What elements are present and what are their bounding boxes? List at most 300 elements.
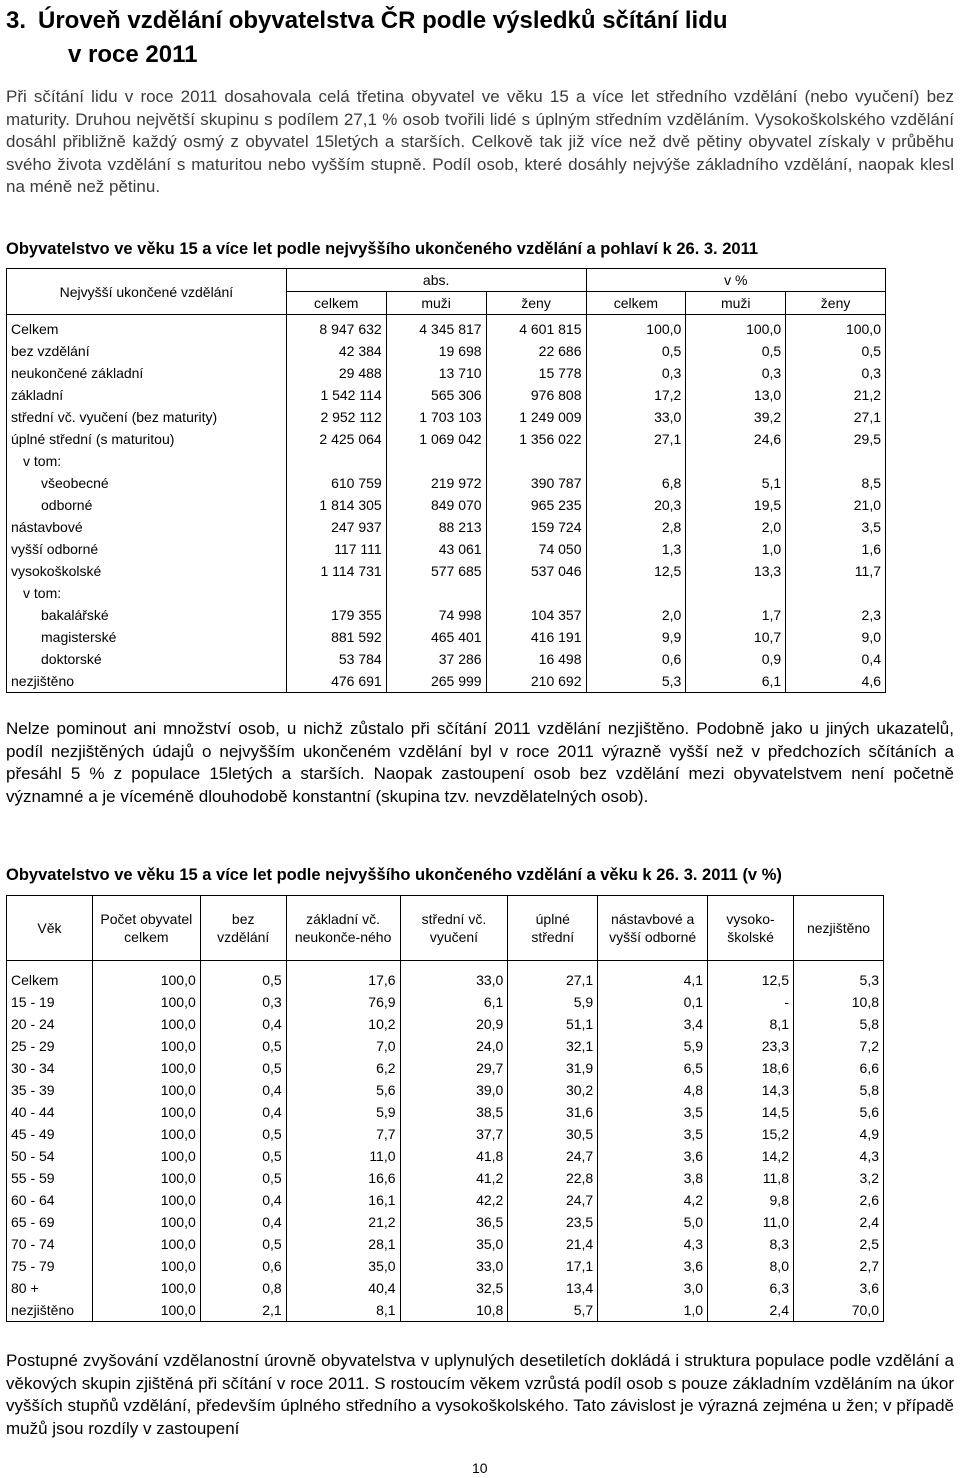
table-cell: 3,6 xyxy=(598,1145,708,1167)
age-label: 80 + xyxy=(7,1277,93,1299)
table-cell: 1,0 xyxy=(598,1299,708,1322)
table-cell: 2 952 112 xyxy=(286,406,386,428)
table-cell: 5,9 xyxy=(598,1035,708,1057)
table-cell: 37,7 xyxy=(400,1123,508,1145)
age-label: nezjištěno xyxy=(7,1299,93,1322)
section-heading xyxy=(6,4,954,72)
table-cell: 13,3 xyxy=(686,560,786,582)
table-cell: 76,9 xyxy=(286,991,400,1013)
table-row xyxy=(7,961,884,992)
table-cell: 35,0 xyxy=(286,1255,400,1277)
table-cell: 0,3 xyxy=(686,362,786,384)
table-cell xyxy=(686,450,786,472)
table2-column-header: bez vzdělání xyxy=(200,896,286,961)
table-cell: 29 488 xyxy=(286,362,386,384)
table-cell: 0,4 xyxy=(200,1189,286,1211)
table-cell: 0,4 xyxy=(200,1079,286,1101)
table-cell: 17,6 xyxy=(286,961,400,992)
table-cell: 74 050 xyxy=(486,538,586,560)
table-cell: 210 692 xyxy=(486,670,586,693)
table-cell: 476 691 xyxy=(286,670,386,693)
table-cell: 0,8 xyxy=(200,1277,286,1299)
table-cell xyxy=(386,582,486,604)
table-cell: 0,5 xyxy=(200,961,286,992)
table-cell: 100,0 xyxy=(92,1079,200,1101)
table-cell: 10,8 xyxy=(793,991,883,1013)
table-cell: 2,8 xyxy=(586,516,686,538)
row-label: střední vč. vyučení (bez maturity) xyxy=(7,406,287,428)
table1-group-pct: v % xyxy=(586,269,886,292)
table-cell: 11,8 xyxy=(708,1167,794,1189)
table-cell: 7,2 xyxy=(793,1035,883,1057)
table-cell: 416 191 xyxy=(486,626,586,648)
table-cell: 23,3 xyxy=(708,1035,794,1057)
table1-corner-header: Nejvyšší ukončené vzdělání xyxy=(7,269,287,315)
table-cell: 2,4 xyxy=(708,1299,794,1322)
table-cell: 5,6 xyxy=(793,1101,883,1123)
table-cell: 36,5 xyxy=(400,1211,508,1233)
table-cell: 100,0 xyxy=(92,1101,200,1123)
table-cell: 7,7 xyxy=(286,1123,400,1145)
table-row xyxy=(7,1079,884,1101)
table-cell: 30,2 xyxy=(508,1079,598,1101)
table-cell: 88 213 xyxy=(386,516,486,538)
table-cell: 15 778 xyxy=(486,362,586,384)
table-cell: 33,0 xyxy=(400,1255,508,1277)
row-label: nástavbové xyxy=(7,516,287,538)
table-cell: 5,8 xyxy=(793,1079,883,1101)
table-cell: 100,0 xyxy=(92,1013,200,1035)
table-cell: 24,0 xyxy=(400,1035,508,1057)
table-cell: 74 998 xyxy=(386,604,486,626)
table-row xyxy=(7,362,886,384)
table-row xyxy=(7,560,886,582)
table-cell: 39,2 xyxy=(686,406,786,428)
table-cell: 27,1 xyxy=(586,428,686,450)
table-cell: 28,1 xyxy=(286,1233,400,1255)
table-cell: 100,0 xyxy=(92,1057,200,1079)
table2-caption: Obyvatelstvo ve věku 15 a více let podle nejvyššího ukončeného vzdělání a věku k 26. 3. 2011 (v %) xyxy=(6,866,782,884)
table-cell: 70,0 xyxy=(793,1299,883,1322)
table-cell: 2 425 064 xyxy=(286,428,386,450)
table-cell: 31,9 xyxy=(508,1057,598,1079)
table-cell: 100,0 xyxy=(92,1233,200,1255)
table-cell: 1 249 009 xyxy=(486,406,586,428)
table-row xyxy=(7,1035,884,1057)
table-cell: 29,5 xyxy=(786,428,886,450)
middle-paragraph: Nelze pominout ani množství osob, u nichž zůstalo při sčítání 2011 vzdělání nezjištěno. Podobně jako u jiných ukazatelů, podíl nezjištěných údajů o nejvyšším ukončeném vzdělání byl v roce 2011 výrazně vyšší než v předchozích sčítáních a přesáhl 5 % z populace 15letých a starších. Naopak zastoupení osob bez vzdělání mezi obyvatelstvem není početně významné a je víceméně dlouhodobě konstantní (skupina tzv. nevzdělatelných osob). xyxy=(6,719,954,806)
table-cell: 0,4 xyxy=(200,1013,286,1035)
table1-subheader: muži xyxy=(686,292,786,315)
row-label: vyšší odborné xyxy=(7,538,287,560)
age-label: Celkem xyxy=(7,961,93,992)
table-cell: 100,0 xyxy=(92,1299,200,1322)
table-cell: 6,6 xyxy=(793,1057,883,1079)
table-cell: 5,1 xyxy=(686,472,786,494)
table-cell: 4,2 xyxy=(598,1189,708,1211)
table-cell: 2,3 xyxy=(786,604,886,626)
table-cell: 100,0 xyxy=(92,961,200,992)
table-cell: - xyxy=(708,991,794,1013)
table-cell: 40,4 xyxy=(286,1277,400,1299)
table-cell: 0,5 xyxy=(786,340,886,362)
table-row xyxy=(7,428,886,450)
table-cell: 4,8 xyxy=(598,1079,708,1101)
table-cell: 0,3 xyxy=(786,362,886,384)
table-cell: 4,6 xyxy=(786,670,886,693)
table-cell xyxy=(786,582,886,604)
age-label: 55 - 59 xyxy=(7,1167,93,1189)
table-cell: 0,9 xyxy=(686,648,786,670)
table1-subheader: celkem xyxy=(286,292,386,315)
row-label: Celkem xyxy=(7,315,287,341)
table-row xyxy=(7,648,886,670)
table-cell: 2,0 xyxy=(686,516,786,538)
table-cell: 41,8 xyxy=(400,1145,508,1167)
table-cell: 8,3 xyxy=(708,1233,794,1255)
table-row xyxy=(7,472,886,494)
table-row xyxy=(7,1211,884,1233)
table-cell: 14,2 xyxy=(708,1145,794,1167)
table-row xyxy=(7,450,886,472)
table-cell: 17,2 xyxy=(586,384,686,406)
table-row xyxy=(7,1189,884,1211)
table-cell: 38,5 xyxy=(400,1101,508,1123)
table-cell: 1,6 xyxy=(786,538,886,560)
table-cell: 0,5 xyxy=(200,1035,286,1057)
table-cell: 2,1 xyxy=(200,1299,286,1322)
table-row xyxy=(7,1167,884,1189)
table-cell: 390 787 xyxy=(486,472,586,494)
table-cell: 29,7 xyxy=(400,1057,508,1079)
table-cell: 100,0 xyxy=(786,315,886,341)
table-cell: 117 111 xyxy=(286,538,386,560)
table-cell: 12,5 xyxy=(708,961,794,992)
table-cell: 1,0 xyxy=(686,538,786,560)
table-cell: 0,3 xyxy=(586,362,686,384)
age-label: 40 - 44 xyxy=(7,1101,93,1123)
row-label: úplné střední (s maturitou) xyxy=(7,428,287,450)
row-label: doktorské xyxy=(7,648,287,670)
table-cell: 0,3 xyxy=(200,991,286,1013)
table-row xyxy=(7,626,886,648)
table-row xyxy=(7,315,886,341)
table-cell: 15,2 xyxy=(708,1123,794,1145)
table-cell xyxy=(786,450,886,472)
table-cell: 159 724 xyxy=(486,516,586,538)
table-cell: 9,0 xyxy=(786,626,886,648)
table-cell: 19,5 xyxy=(686,494,786,516)
table-cell xyxy=(586,582,686,604)
age-label: 50 - 54 xyxy=(7,1145,93,1167)
table-row xyxy=(7,494,886,516)
table-cell: 5,0 xyxy=(598,1211,708,1233)
table-cell: 219 972 xyxy=(386,472,486,494)
age-label: 25 - 29 xyxy=(7,1035,93,1057)
table-cell: 6,5 xyxy=(598,1057,708,1079)
table-cell: 976 808 xyxy=(486,384,586,406)
table-cell: 0,5 xyxy=(200,1123,286,1145)
table-cell: 100,0 xyxy=(92,1145,200,1167)
row-label: v tom: xyxy=(7,582,287,604)
table-cell: 8,0 xyxy=(708,1255,794,1277)
table-row xyxy=(7,1255,884,1277)
table2-column-header: základní vč. neukonče-ného xyxy=(286,896,400,961)
table-cell: 565 306 xyxy=(386,384,486,406)
table2-column-header: Věk xyxy=(7,896,93,961)
table-cell: 3,6 xyxy=(598,1255,708,1277)
table-cell: 0,5 xyxy=(200,1233,286,1255)
table-cell: 3,4 xyxy=(598,1013,708,1035)
table-cell: 13 710 xyxy=(386,362,486,384)
table-cell: 3,6 xyxy=(793,1277,883,1299)
table1-subheader: ženy xyxy=(786,292,886,315)
table-cell: 881 592 xyxy=(286,626,386,648)
table-row xyxy=(7,582,886,604)
table-row xyxy=(7,340,886,362)
row-label: v tom: xyxy=(7,450,287,472)
table-row xyxy=(7,1277,884,1299)
table-cell: 11,0 xyxy=(708,1211,794,1233)
table-cell: 20,9 xyxy=(400,1013,508,1035)
table2-column-header: střední vč. vyučení xyxy=(400,896,508,961)
age-label: 75 - 79 xyxy=(7,1255,93,1277)
table2-column-header: nezjištěno xyxy=(793,896,883,961)
table-cell: 11,0 xyxy=(286,1145,400,1167)
table-cell: 100,0 xyxy=(92,1255,200,1277)
table-row xyxy=(7,384,886,406)
table-cell: 13,0 xyxy=(686,384,786,406)
row-label: magisterské xyxy=(7,626,287,648)
row-label: nezjištěno xyxy=(7,670,287,693)
table-cell: 100,0 xyxy=(92,1123,200,1145)
table-cell: 265 999 xyxy=(386,670,486,693)
table-cell: 104 357 xyxy=(486,604,586,626)
table-cell: 0,6 xyxy=(586,648,686,670)
table-cell: 2,7 xyxy=(793,1255,883,1277)
row-label: odborné xyxy=(7,494,287,516)
table-cell: 3,5 xyxy=(598,1123,708,1145)
heading-line-1: Úroveň vzdělání obyvatelstva ČR podle výsledků sčítání lidu xyxy=(38,7,728,34)
intro-paragraph: Při sčítání lidu v roce 2011 dosahovala celá třetina obyvatel ve věku 15 a více let středního vzdělání (nebo vyučení) bez maturity. Druhou největší skupinu s podílem 27,1 % osob tvořili lidé s úplným středním vzděláním. Vysokoškolského vzdělání dosáhl přibližně každý osmý z obyvatel 15letých a starších. Celkově tak již více než dvě pětiny obyvatel získaly v průběhu svého života vzdělání s maturitou nebo vyšším stupně. Podíl osob, které dosáhly nejvýše základního vzdělání, naopak klesl na méně než pětinu. xyxy=(6,87,954,196)
table-cell: 8,1 xyxy=(708,1013,794,1035)
table-cell: 3,5 xyxy=(598,1101,708,1123)
age-label: 45 - 49 xyxy=(7,1123,93,1145)
table1-caption: Obyvatelstvo ve věku 15 a více let podle nejvyššího ukončeného vzdělání a pohlaví k 26. 3. 2011 xyxy=(6,240,759,258)
table-cell: 6,1 xyxy=(686,670,786,693)
table-row xyxy=(7,1233,884,1255)
table2-column-header: Počet obyvatel celkem xyxy=(92,896,200,961)
table-cell: 0,4 xyxy=(200,1211,286,1233)
table-cell: 247 937 xyxy=(286,516,386,538)
education-by-age-table xyxy=(6,895,884,1322)
table-cell: 4,3 xyxy=(793,1145,883,1167)
table-cell: 9,9 xyxy=(586,626,686,648)
table-cell: 610 759 xyxy=(286,472,386,494)
table-row xyxy=(7,516,886,538)
table-cell: 19 698 xyxy=(386,340,486,362)
table-cell: 1 069 042 xyxy=(386,428,486,450)
table-cell: 1 114 731 xyxy=(286,560,386,582)
table-cell: 1 703 103 xyxy=(386,406,486,428)
table-cell: 6,2 xyxy=(286,1057,400,1079)
table-row xyxy=(7,670,886,693)
table-cell: 21,2 xyxy=(786,384,886,406)
table-cell: 10,2 xyxy=(286,1013,400,1035)
table-cell xyxy=(586,450,686,472)
table-cell: 9,8 xyxy=(708,1189,794,1211)
table-cell: 33,0 xyxy=(586,406,686,428)
table-cell: 100,0 xyxy=(586,315,686,341)
table-cell: 100,0 xyxy=(92,1277,200,1299)
table-cell: 1,7 xyxy=(686,604,786,626)
table-cell: 179 355 xyxy=(286,604,386,626)
table-cell: 37 286 xyxy=(386,648,486,670)
table1-group-abs: abs. xyxy=(286,269,586,292)
table-cell: 5,8 xyxy=(793,1013,883,1035)
table-cell: 1 356 022 xyxy=(486,428,586,450)
table-cell: 5,3 xyxy=(793,961,883,992)
age-label: 35 - 39 xyxy=(7,1079,93,1101)
table-cell: 42,2 xyxy=(400,1189,508,1211)
table-cell xyxy=(486,582,586,604)
table-cell: 51,1 xyxy=(508,1013,598,1035)
age-label: 65 - 69 xyxy=(7,1211,93,1233)
heading-line-2: v roce 2011 xyxy=(68,41,198,68)
table-cell: 4,3 xyxy=(598,1233,708,1255)
section-number: 3. xyxy=(6,7,27,34)
table-cell: 577 685 xyxy=(386,560,486,582)
table-row xyxy=(7,604,886,626)
table-cell: 3,0 xyxy=(598,1277,708,1299)
table-cell: 0,4 xyxy=(786,648,886,670)
table-cell xyxy=(686,582,786,604)
table-cell: 10,7 xyxy=(686,626,786,648)
table-cell: 0,5 xyxy=(686,340,786,362)
table2-column-header: vysoko-školské xyxy=(708,896,794,961)
table-cell: 4 601 815 xyxy=(486,315,586,341)
table-cell: 7,0 xyxy=(286,1035,400,1057)
table-cell: 21,4 xyxy=(508,1233,598,1255)
table-cell: 41,2 xyxy=(400,1167,508,1189)
table-cell: 17,1 xyxy=(508,1255,598,1277)
table-cell: 5,3 xyxy=(586,670,686,693)
table-cell: 14,3 xyxy=(708,1079,794,1101)
table-cell: 0,6 xyxy=(200,1255,286,1277)
table-cell: 8,5 xyxy=(786,472,886,494)
table-cell: 5,6 xyxy=(286,1079,400,1101)
table-cell: 13,4 xyxy=(508,1277,598,1299)
table-cell: 16,6 xyxy=(286,1167,400,1189)
table-cell: 6,1 xyxy=(400,991,508,1013)
table-row xyxy=(7,1013,884,1035)
table-cell: 0,5 xyxy=(200,1057,286,1079)
table-cell: 3,8 xyxy=(598,1167,708,1189)
table-cell: 2,0 xyxy=(586,604,686,626)
table-cell xyxy=(386,450,486,472)
table-cell: 965 235 xyxy=(486,494,586,516)
table-cell: 12,5 xyxy=(586,560,686,582)
table-cell: 4,1 xyxy=(598,961,708,992)
table-cell: 100,0 xyxy=(92,1035,200,1057)
table-cell: 10,8 xyxy=(400,1299,508,1322)
table-cell: 465 401 xyxy=(386,626,486,648)
row-label: všeobecné xyxy=(7,472,287,494)
table-cell: 24,6 xyxy=(686,428,786,450)
table-cell: 21,2 xyxy=(286,1211,400,1233)
table-cell: 849 070 xyxy=(386,494,486,516)
table-cell: 20,3 xyxy=(586,494,686,516)
table-cell: 24,7 xyxy=(508,1189,598,1211)
table-row xyxy=(7,1101,884,1123)
table-cell: 4,9 xyxy=(793,1123,883,1145)
table-cell: 22 686 xyxy=(486,340,586,362)
table-cell: 100,0 xyxy=(92,991,200,1013)
page-number: 10 xyxy=(472,1460,488,1476)
table-cell: 5,9 xyxy=(508,991,598,1013)
table1-subheader: ženy xyxy=(486,292,586,315)
table-cell: 35,0 xyxy=(400,1233,508,1255)
table-cell: 6,8 xyxy=(586,472,686,494)
table-cell: 6,3 xyxy=(708,1277,794,1299)
table-cell: 100,0 xyxy=(92,1189,200,1211)
table-row xyxy=(7,991,884,1013)
closing-paragraph: Postupné zvyšování vzdělanostní úrovně obyvatelstva v uplynulých desetiletích dokládá i struktura populace podle vzdělání a věkových skupin zjištěná při sčítání v roce 2011. S rostoucím věkem vzrůstá podíl osob s pouze základním vzděláním na úkor vyšších stupňů vzdělání, především úplného středního a vysokoškolského. Tato závislost je výrazná zejména u žen; v případě mužů jsou rozdíly v zastoupení xyxy=(6,1351,954,1438)
row-label: základní xyxy=(7,384,287,406)
table-cell: 5,7 xyxy=(508,1299,598,1322)
table-row xyxy=(7,1057,884,1079)
table-cell: 100,0 xyxy=(686,315,786,341)
table-cell: 0,1 xyxy=(598,991,708,1013)
table-cell: 21,0 xyxy=(786,494,886,516)
table-cell: 42 384 xyxy=(286,340,386,362)
table-cell: 30,5 xyxy=(508,1123,598,1145)
table-cell: 2,5 xyxy=(793,1233,883,1255)
table-cell: 1 814 305 xyxy=(286,494,386,516)
table-cell: 1 542 114 xyxy=(286,384,386,406)
table-cell: 3,2 xyxy=(793,1167,883,1189)
table-cell: 24,7 xyxy=(508,1145,598,1167)
table-row xyxy=(7,406,886,428)
table2-column-header: úplné střední xyxy=(508,896,598,961)
table-cell: 14,5 xyxy=(708,1101,794,1123)
age-label: 30 - 34 xyxy=(7,1057,93,1079)
table-row xyxy=(7,538,886,560)
age-label: 70 - 74 xyxy=(7,1233,93,1255)
table1-subheader: celkem xyxy=(586,292,686,315)
table-cell: 18,6 xyxy=(708,1057,794,1079)
table-cell: 53 784 xyxy=(286,648,386,670)
table-cell: 0,5 xyxy=(586,340,686,362)
row-label: bez vzdělání xyxy=(7,340,287,362)
table-row xyxy=(7,1123,884,1145)
table-cell xyxy=(286,582,386,604)
table-cell: 8 947 632 xyxy=(286,315,386,341)
table-cell: 23,5 xyxy=(508,1211,598,1233)
row-label: neukončené základní xyxy=(7,362,287,384)
table-cell: 16,1 xyxy=(286,1189,400,1211)
table-cell: 4 345 817 xyxy=(386,315,486,341)
table-cell: 100,0 xyxy=(92,1167,200,1189)
table-cell: 0,5 xyxy=(200,1145,286,1167)
table-cell xyxy=(486,450,586,472)
table-cell: 31,6 xyxy=(508,1101,598,1123)
table-cell: 8,1 xyxy=(286,1299,400,1322)
table-cell: 3,5 xyxy=(786,516,886,538)
table-cell: 2,4 xyxy=(793,1211,883,1233)
table-cell: 2,6 xyxy=(793,1189,883,1211)
table-cell: 11,7 xyxy=(786,560,886,582)
